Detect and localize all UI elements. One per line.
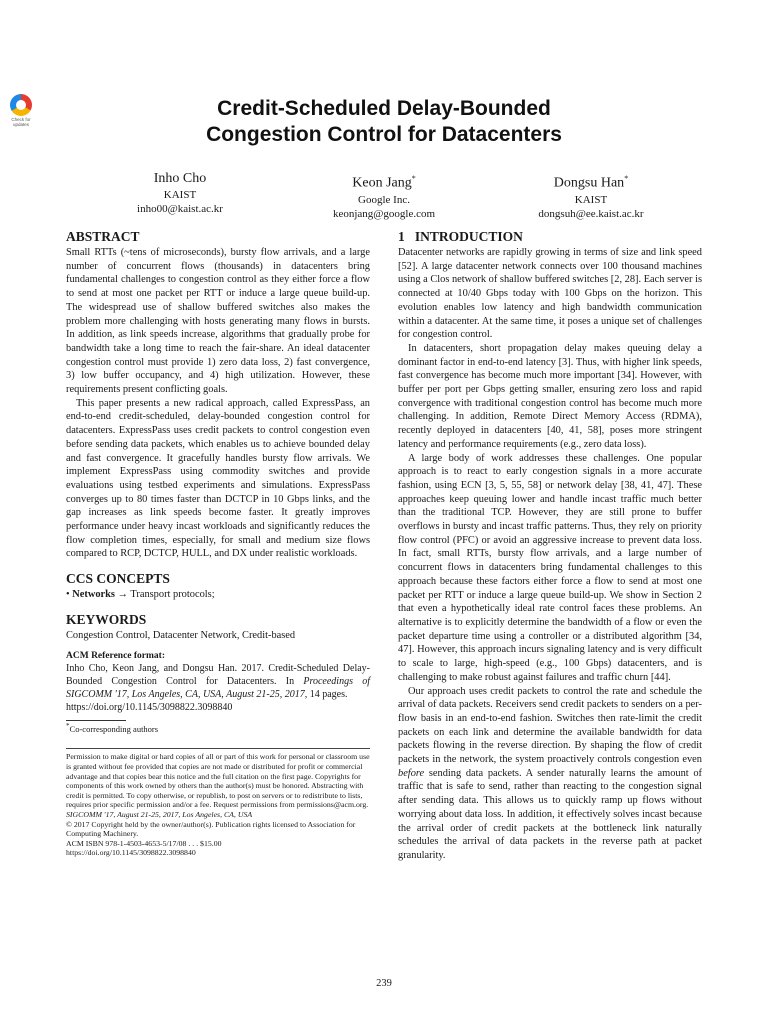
copyright-line: © 2017 Copyright held by the owner/author(s). Publication rights licensed to Association for Computing Machinery. (66, 819, 356, 839)
author-email: dongsuh@ee.kaist.ac.kr (538, 207, 644, 220)
acm-reference-heading: ACM Reference format: (66, 650, 165, 661)
reference-doi-link[interactable]: https://doi.org/10.1145/3098822.3098840 (66, 701, 233, 713)
intro-paragraph-3: A large body of work addresses these challenges. One popular approach is to react to early congestion signals in a more accurate fashion, using ECN [3, 5, 55, 58] or network delay [38, 41, 47]. These approaches keep queuing lower and handle incast traffic much better than the traditional TCP. However, they are still prone to buffer overflows in bursty and incast traffic patterns. Thus, they rely on priority flow control (PFC) or avoid an aggressive increase to prevent data loss. In fact, small RTTs, bursty flow arrivals, and a large number of concurrent flows in datacenters bring fundamental challenges to this approach because these factors either force a flow to send at most one packet per RTT or induce a large queue build-up. We show in Section 2 that even a hypothetically ideal rate control faces these problems. An alternative is to explicitly determine the bandwidth of a flow or even the packet departure time using a controller or a distributed algorithm [34, 47]. However, this approach incurs signaling latency and is very difficult to scale to large, high-speed (e.g., 100 Gbps) datacenters, and is challenging to make robust against failures and traffic churn [44]. (398, 452, 702, 683)
permission-block (66, 748, 370, 858)
author-3 (481, 170, 701, 221)
reference-text: Inho Cho, Keon Jang, and Dongsu Han. 2017. Credit-Scheduled Delay-Bounded Congestion Control for Datacenters. In (66, 662, 370, 687)
title-line-1: Credit-Scheduled Delay-Bounded (217, 97, 551, 120)
introduction-heading: 1 INTRODUCTION (398, 229, 523, 244)
page-number: 239 (376, 978, 392, 989)
intro-paragraph-1: Datacenter networks are rapidly growing in terms of size and link speed [52]. A large datacenter network connects over 100 thousand machines using a Clos network of shallow buffered switches [2, 28]. Each server is connected at 10/40 Gbps today with 100 Gbps on the horizon. This evolution enables low latency and high bandwidth communication within a datacenter. At the same time, it poses a unique set of challenges for congestion control. (398, 247, 702, 341)
acm-reference (66, 662, 370, 714)
corresponding-mark: * (624, 174, 629, 183)
author-affiliation: KAIST (163, 189, 197, 201)
permission-text: Permission to make digital or hard copies of all or part of this work for personal or classroom use is granted without fee provided that copies are not made or distributed for profit or commercial advantage and that copies bear this notice and the full citation on the first page. Copyrights for components of this work owned by others than the author(s) must be honored. Abstracting with credit is permitted. To copy otherwise, or republish, to post on servers or to redistribute to lists, requires prior specific permission and/or a fee. Request permissions from permissions@acm.org. (66, 752, 370, 810)
ccs-subterm: Transport protocols; (130, 589, 215, 601)
intro-text: sending data packets. A sender naturally learns the amount of traffic that is safe to send, rather than reacting to the congestion signal after sending data. This allows us to quickly ramp up flows without worrying about data loss. In addition, it effectively solves incast because the arrival order of credit packets at the bottleneck link naturally schedules the arrival of data packets in the reverse path at packet granularity. (398, 767, 702, 861)
author-affiliation: Google Inc. (358, 193, 410, 206)
author-email: inho00@kaist.ac.kr (137, 203, 223, 215)
reference-pages: 14 pages. (307, 688, 348, 700)
abstract-paragraph-1: Small RTTs (~tens of microseconds), bursty flow arrivals, and a large number of concurrent flows (thousands) in datacenters bring fundamental challenges to congestion control as they either force a flow to send at most one packet per RTT or induce a large queue build-up. The widespread use of shallow buffered switches also makes the problem more challenging with hosts generating many flows in bursts. In addition, as link speeds increase, algorithms that gradually probe for bandwidth take a long time to reach the fair-share. An ideal datacenter congestion control must provide 1) zero data loss, 2) fast convergence, 3) low buffer occupancy, and 4) high utilization. However, these requirements present conflicting goals. (66, 247, 370, 396)
corresponding-mark: * (411, 174, 416, 183)
author-1 (70, 170, 290, 216)
author-affiliation: KAIST (574, 193, 608, 206)
abstract-heading: ABSTRACT (66, 229, 140, 244)
footnote (66, 721, 370, 735)
author-email: keonjang@google.com (332, 207, 436, 220)
footnote-mark: * (66, 721, 70, 730)
author-2 (274, 170, 494, 221)
arrow-icon: → (117, 589, 128, 601)
author-name: Keon Jang (352, 175, 412, 191)
badge-label: Check for updates (11, 117, 31, 127)
left-column (66, 228, 370, 858)
intro-paragraph-2: In datacenters, short propagation delay makes queuing delay a dominant factor in end-to-end latency [3]. Thus, with higher link speeds, fast convergence has become much more important [34]. However, with buffer per port per Gbps getting smaller, ensuring zero loss and rapid convergence with traditional congestion control has become much more challenging. In addition, Remote Direct Memory Access (RDMA), recently deployed in datacenters [40, 41, 58], poses more stringent latency and performance requirements (e.g., zero data loss). (398, 342, 702, 450)
permission-doi-link[interactable]: https://doi.org/10.1145/3098822.3098840 (66, 848, 196, 858)
conference-line: SIGCOMM '17, August 21-25, 2017, Los Angeles, CA, USA (66, 809, 253, 819)
keywords-text: Congestion Control, Datacenter Network, Credit-based (66, 629, 296, 641)
bullet: • (66, 589, 70, 601)
isbn-line: ACM ISBN 978-1-4503-4653-5/17/08 . . . $15.00 (66, 838, 222, 848)
paper-title (0, 96, 768, 148)
footnote-text: Co-corresponding authors (69, 723, 159, 734)
keywords-heading: KEYWORDS (66, 611, 147, 627)
ccs-concepts (66, 588, 370, 602)
abstract-paragraph-2: This paper presents a new radical approach, called ExpressPass, an end-to-end credit-scheduled, delay-bounded congestion control for datacenters. ExpressPass uses credit packets to control congestion even before sending data packets, which enables us to achieve bounded delay and fast convergence. It gracefully handles bursty flow arrivals. We implement ExpressPass using commodity switches and provide evaluations using testbed experiments and simulations. ExpressPass converges up to 80 times faster than DCTCP in 10 Gbps links, and the gap increases as link speeds become faster. It greatly improves performance under heavy incast workloads and significantly reduces the flow completion times, especially, for small and medium size flows compared to RCP, DCTCP, HULL, and DX under realistic workloads. (66, 397, 370, 560)
intro-paragraph-4 (398, 685, 702, 863)
ccs-term: Networks (72, 589, 115, 601)
right-column (398, 228, 702, 863)
author-name: Inho Cho (153, 171, 207, 186)
intro-text: Our approach uses credit packets to control the rate and schedule the arrival of data packets. Receivers send credit packets to senders on a per-flow basis in an end-to-end fashion. Switches then rate-limit the credit packets on each link and determine the available bandwidth for data packets flowing in the reverse direction. By shaping the flow of credit packets in the network, the system proactively controls congestion even (398, 685, 702, 766)
author-name: Dongsu Han (553, 175, 625, 191)
reference-venue: Proceedings of SIGCOMM '17, Los Angeles, CA, USA, August 21-25, 2017, (66, 675, 370, 700)
title-line-2: Congestion Control for Datacenters (206, 123, 562, 146)
emphasis: before (398, 767, 425, 779)
ccs-heading: CCS CONCEPTS (66, 571, 170, 587)
